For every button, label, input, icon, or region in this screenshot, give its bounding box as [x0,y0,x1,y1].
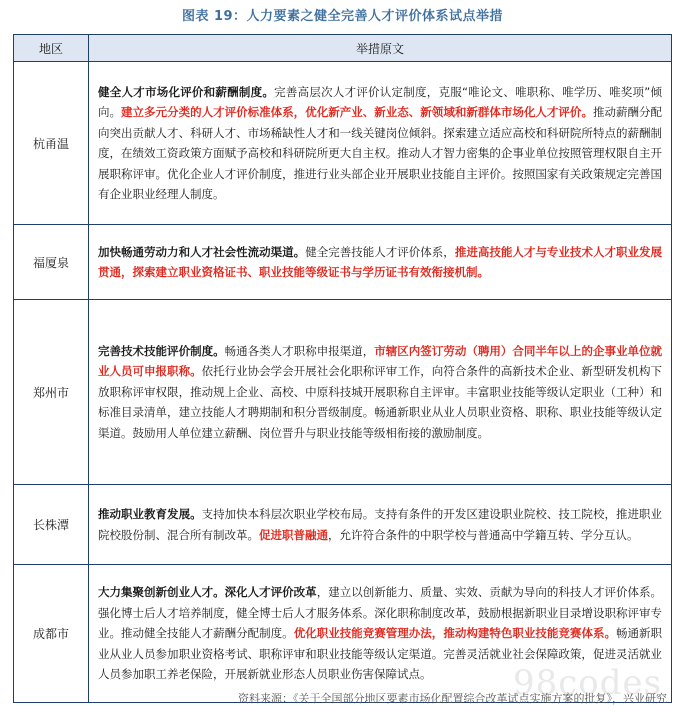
lead-text: 完善技术技能评价制度。 [98,343,225,358]
policy-table [13,34,672,703]
body-text: 健全完善技能人才评价体系， [305,244,455,259]
highlight-text: 推进高技能人才与专业技术人才职业发展贯通，探索建立职业资格证书、职业技能等级证书与学历证书有效衔接机制。 [98,244,663,279]
body-text: 推动薪酬分配向突出贡献人才、科研人才、市场稀缺性人才和一线关键岗位倾斜。探索建立适应高校和科研院所特点的薪酬制度，在绩效工资政策方面赋予高校和科研院所更大自主权。推动人才智力密集的企事业单位按照管理权限自主开展职称评审。优化企业人才评价制度，推进行业头部企业开展职业技能自主评价。按照国家有关政策规定完善国有企业职业经理人制度。 [98,105,663,201]
lead-text: 健全人才市场化评价和薪酬制度。 [98,84,275,99]
header-region: 地区 [14,35,89,62]
region-cell: 郑州市 [14,300,89,485]
highlight-text: 促进职普融通 [259,527,328,542]
page-title: 图表 19：人力要素之健全完善人才评价体系试点举措 [181,9,504,24]
table-row [14,565,672,703]
body-text: 畅通各类人才职称申报渠道， [224,343,375,358]
region-cell: 杭甬温 [14,62,89,225]
highlight-text: 建立多元分类的人才评价标准体系，优化新产业、新业态、新领域和新群体市场化人才评价。 [121,105,593,119]
lead-text: 大力集聚创新创业人才。深化人才评价改革 [98,585,317,600]
lead-text: 加快畅通劳动力和人才社会性流动渠道。 [98,244,306,259]
table-header-row [14,35,672,62]
measures-cell [89,300,672,485]
watermark: 98codes [513,663,663,703]
measures-cell [89,225,672,300]
body-text: 支持加快本科层次职业学校布局。支持有条件的开发区建设职业院校、技工院校，推进职业院校股份制、混合所有制改革。 [98,507,662,542]
measures-cell [89,62,672,225]
body-text: 依托行业协会学会开展社会化职称评审工作，向符合条件的高新技术企业、新型研发机构下放职称评审权限，推动规上企业、高校、中原科技城开展职称自主评审。丰富职业技能等级认定职业（工种）和标准目录清单，建立技能人才聘期制和积分晋级制度。畅通新职业从业人员职业资格、职称、职业技能等级认定渠道。鼓励用人单位建立薪酬、岗位晋升与职业技能等级相衔接的激励制度。 [98,364,662,440]
highlight-text: 优化职业技能竞赛管理办法，推动构建特色职业技能竞赛体系。 [293,626,616,641]
measures-cell [89,565,672,703]
table-row [14,485,672,565]
table-row [14,62,672,225]
region-cell: 福厦泉 [14,225,89,300]
region-cell: 成都市 [14,565,89,703]
source-note: 资料来源：《关于全国部分地区要素市场化配置综合改革试点实施方案的批复》，兴业研究 [238,692,667,705]
body-text: ，允许符合条件的中职学校与普通高中学籍互转、学分互认。 [328,527,639,542]
body-text: 完善高层次人才评价认定制度，克服“唯论文、唯职称、唯学历、唯奖项”倾向。 [98,84,662,119]
body-text: 畅通新职业从业人员参加职业资格考试、职称评审和职业技能等级认定渠道。完善灵活就业社会保障政策，促进灵活就业人员参加职工养老保险，开展新就业形态人员职业伤害保障试点。 [98,626,663,682]
measures-cell [89,485,672,565]
header-measures: 举措原文 [89,35,672,62]
table-row [14,300,672,485]
highlight-text: 市辖区内签订劳动（聘用）合同半年以上的企事业单位就业人员可申报职称。 [98,343,663,379]
table-row [14,225,672,300]
lead-text: 推动职业教育发展。 [98,507,202,521]
region-cell: 长株潭 [14,485,89,565]
body-text: ，建立以创新能力、质量、实效、贡献为导向的科技人才评价体系。强化博士后人才培养制度，健全博士后人才服务体系。深化职称制度改革，鼓励根据新职业目录增设职称评审专业。推动健全技能人才薪酬分配制度。 [98,585,663,641]
